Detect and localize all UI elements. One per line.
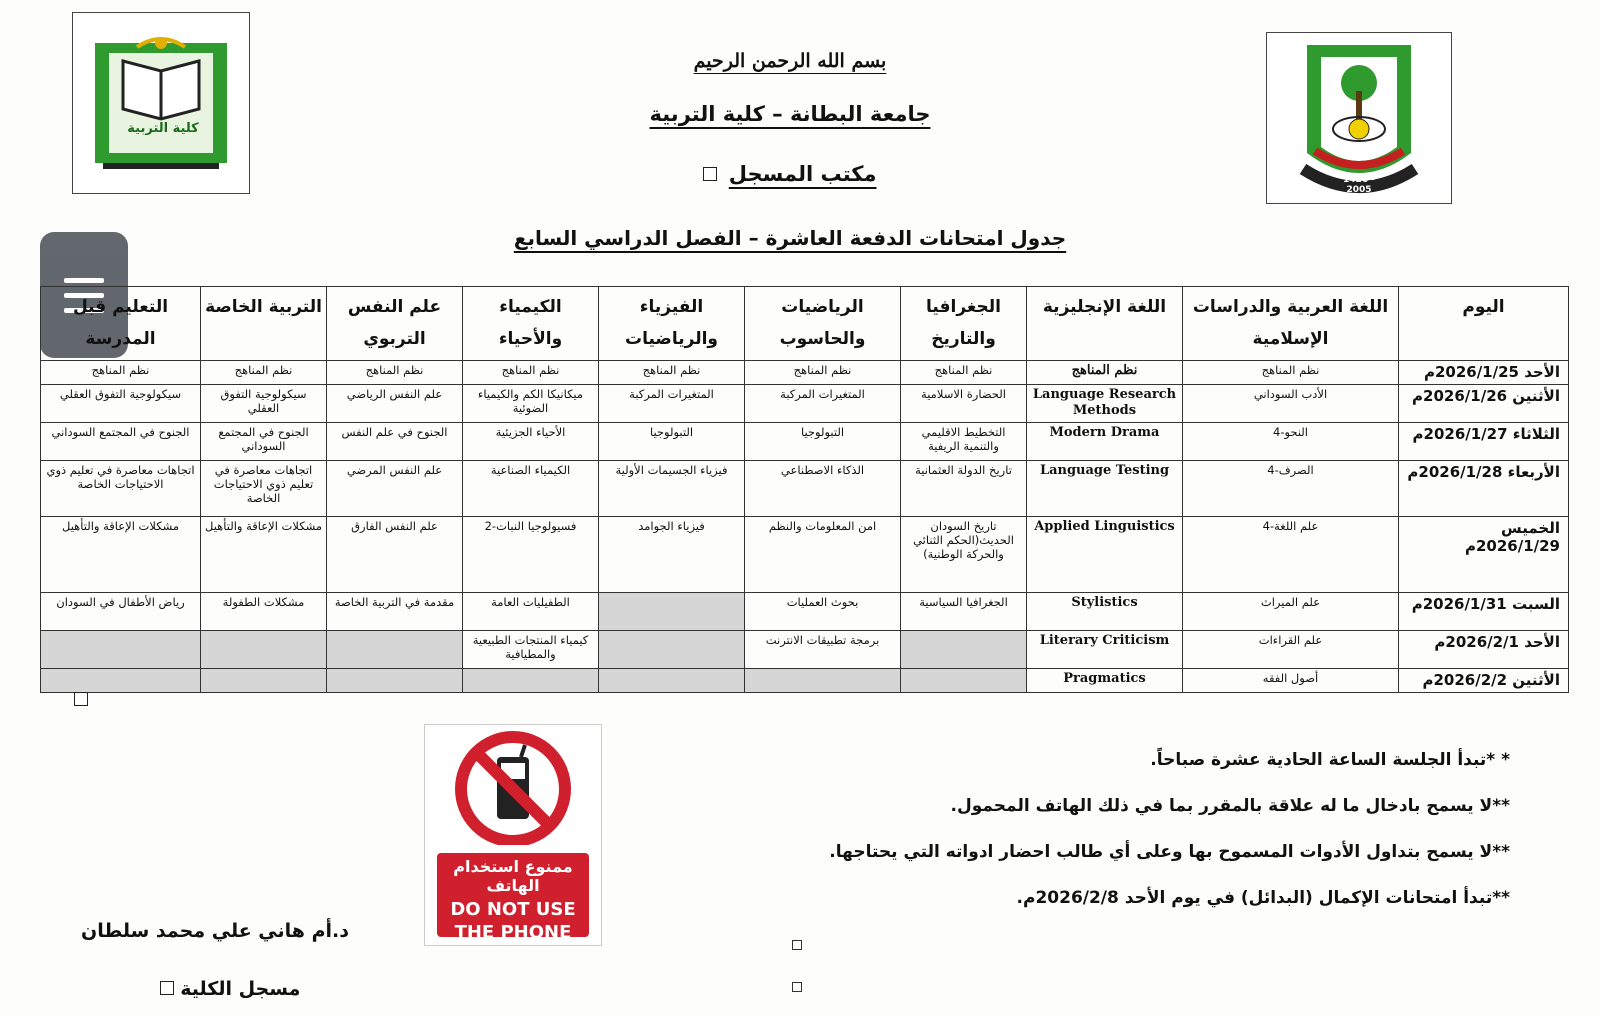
day-cell: الأثنين 2026/1/26م xyxy=(1399,384,1569,422)
exam-cell: الجنوح في المجتمع السوداني xyxy=(41,422,201,460)
basmala: بسم الله الرحمن الرحيم xyxy=(693,50,887,72)
exam-cell: الذكاء الاصطناعي xyxy=(745,460,901,516)
exam-cell: Stylistics xyxy=(1027,592,1183,630)
exam-cell xyxy=(327,630,463,668)
exam-cell: Language Research Methods xyxy=(1027,384,1183,422)
no-phone-arabic: ممنوع استخدام الهاتف xyxy=(453,857,573,895)
day-cell: الخميس 2026/1/29م xyxy=(1399,516,1569,592)
exam-cell: التبولوجيا xyxy=(745,422,901,460)
exam-cell: نظم المناهج xyxy=(327,360,463,384)
column-header: الكيمياء والأحياء xyxy=(463,287,599,361)
exam-cell: الجنوح في المجتمع السوداني xyxy=(201,422,327,460)
no-phone-line2: THE PHONE xyxy=(454,922,572,943)
day-cell: السبت 2026/1/31م xyxy=(1399,592,1569,630)
column-header: اللغة الإنجليزية xyxy=(1027,287,1183,361)
table-row xyxy=(41,360,1569,384)
registrar-office xyxy=(640,162,940,186)
exam-cell: نظم المناهج xyxy=(1027,360,1183,384)
column-header: الجغرافيا والتاريخ xyxy=(901,287,1027,361)
exam-cell: مشكلات الإعاقة والتأهيل xyxy=(41,516,201,592)
exam-cell: المتغيرات المركبة xyxy=(745,384,901,422)
exam-cell: نظم المناهج xyxy=(201,360,327,384)
exam-cell: امن المعلومات والنظم xyxy=(745,516,901,592)
exam-cell: الطفيليات العامة xyxy=(463,592,599,630)
exam-cell: الكيمياء الصناعية xyxy=(463,460,599,516)
day-cell: الأربعاء 2026/1/28م xyxy=(1399,460,1569,516)
exam-cell xyxy=(599,630,745,668)
exam-cell: الجنوح في علم النفس xyxy=(327,422,463,460)
exam-cell: تاريخ السودان الحديث(الحكم الثنائي والحركة الوطنية) xyxy=(901,516,1027,592)
exam-cell: Literary Criticism xyxy=(1027,630,1183,668)
exam-cell: أصول الفقه xyxy=(1183,668,1399,692)
exam-cell: المتغيرات المركبة xyxy=(599,384,745,422)
column-header: التعليم قبل المدرسة xyxy=(41,287,201,361)
faculty-logo xyxy=(72,12,250,194)
exam-cell xyxy=(201,668,327,692)
exam-cell: علم اللغة-4 xyxy=(1183,516,1399,592)
exam-cell xyxy=(901,630,1027,668)
exam-cell: اتجاهات معاصرة في تعليم ذوي الاحتياجات الخاصة xyxy=(201,460,327,516)
exam-cell: التخطيط الاقليمي والتنمية الريفية xyxy=(901,422,1027,460)
day-cell: الثلاثاء 2026/1/27م xyxy=(1399,422,1569,460)
checkbox-icon xyxy=(160,981,174,995)
no-phone-sign xyxy=(424,724,602,946)
exam-cell: نظم المناهج xyxy=(41,360,201,384)
exam-cell: تاريخ الدولة العثمانية xyxy=(901,460,1027,516)
exam-cell: Pragmatics xyxy=(1027,668,1183,692)
signature-name: د.أم هاني علي محمد سلطان xyxy=(81,920,349,942)
exam-cell xyxy=(41,668,201,692)
exam-cell: علم الميراث xyxy=(1183,592,1399,630)
signature-title: مسجل الكلية xyxy=(180,978,301,1000)
table-row xyxy=(41,516,1569,592)
registrar-office-label: مكتب المسجل xyxy=(728,162,877,186)
exam-cell xyxy=(201,630,327,668)
exam-cell: علم النفس المرضي xyxy=(327,460,463,516)
note-no-sharing: **لا يسمح بتداول الأدوات المسموح بها وعلى أي طالب احضار ادواته التي يحتاجها. xyxy=(829,842,1510,862)
exam-cell: سيكولوجية التفوق العقلي xyxy=(41,384,201,422)
exam-cell: اتجاهات معاصرة في تعليم ذوي الاحتياجات الخاصة xyxy=(41,460,201,516)
exam-cell: علم النفس الفارق xyxy=(327,516,463,592)
exam-cell: كيمياء المنتجات الطبيعية والمطيافية xyxy=(463,630,599,668)
exam-cell: فيزياء الجسيمات الأولية xyxy=(599,460,745,516)
exam-cell: فسيولوجيا النبات-2 xyxy=(463,516,599,592)
exam-cell xyxy=(463,668,599,692)
column-header: الرياضيات والحاسوب xyxy=(745,287,901,361)
exam-cell: علم القراءات xyxy=(1183,630,1399,668)
table-row xyxy=(41,384,1569,422)
exam-cell: الأحياء الجزيئية xyxy=(463,422,599,460)
checkbox-icon xyxy=(74,692,88,706)
exam-cell: رياض الأطفال في السودان xyxy=(41,592,201,630)
exam-schedule-table xyxy=(40,286,1569,693)
no-phone-line1: DO NOT USE xyxy=(450,899,576,920)
signature-title-wrap xyxy=(150,978,310,1000)
column-header: علم النفس التربوي xyxy=(327,287,463,361)
column-header: التربية الخاصة xyxy=(201,287,327,361)
exam-cell: الحضارة الاسلامية xyxy=(901,384,1027,422)
exam-cell: الصرف-4 xyxy=(1183,460,1399,516)
column-header: الفيزياء والرياضيات xyxy=(599,287,745,361)
exam-cell: علم النفس الرياضي xyxy=(327,384,463,422)
university-logo xyxy=(1266,32,1452,204)
faculty-logo-text: كلية التربية xyxy=(127,121,199,136)
exam-cell: Applied Linguistics xyxy=(1027,516,1183,592)
exam-cell: مشكلات الطفولة xyxy=(201,592,327,630)
university-name: جامعة البطانة – كلية التربية xyxy=(649,102,931,126)
exam-cell: مشكلات الإعاقة والتأهيل xyxy=(201,516,327,592)
day-cell: الأحد 2026/1/25م xyxy=(1399,360,1569,384)
exam-cell xyxy=(901,668,1027,692)
exam-cell xyxy=(745,668,901,692)
hamburger-bar-icon xyxy=(64,278,104,283)
table-row xyxy=(41,460,1569,516)
exam-cell: ميكانيكا الكم والكيمياء الضوئية xyxy=(463,384,599,422)
table-title: جدول امتحانات الدفعة العاشرة – الفصل الدراسي السابع xyxy=(513,226,1067,250)
exam-cell: Modern Drama xyxy=(1027,422,1183,460)
table-row xyxy=(41,668,1569,692)
no-phone-sign-panel xyxy=(437,853,589,943)
exam-cell: نظم المناهج xyxy=(745,360,901,384)
exam-cell xyxy=(599,668,745,692)
note-supplementary: **تبدأ امتحانات الإكمال (البدائل) في يوم الأحد 2026/2/8م. xyxy=(1016,888,1510,908)
day-cell: الأحد 2026/2/1م xyxy=(1399,630,1569,668)
exam-cell xyxy=(327,668,463,692)
exam-cell: فيزياء الجوامد xyxy=(599,516,745,592)
table-row xyxy=(41,422,1569,460)
exam-cell: الجغرافيا السياسية xyxy=(901,592,1027,630)
exam-cell: الأدب السوداني xyxy=(1183,384,1399,422)
university-logo-year: 1426 - 2005 xyxy=(1343,175,1375,195)
exam-cell: سيكولوجية التفوق العقلي xyxy=(201,384,327,422)
exam-cell: التبولوجيا xyxy=(599,422,745,460)
exam-cell: نظم المناهج xyxy=(901,360,1027,384)
exam-cell: بحوث العمليات xyxy=(745,592,901,630)
table-row xyxy=(41,630,1569,668)
column-header: اليوم xyxy=(1399,287,1569,361)
table-row xyxy=(41,592,1569,630)
exam-cell: برمجة تطبيقات الانترنت xyxy=(745,630,901,668)
exam-cell: نظم المناهج xyxy=(599,360,745,384)
exam-cell: النحو-4 xyxy=(1183,422,1399,460)
checkbox-icon xyxy=(703,167,717,181)
note-no-materials: **لا يسمح بادخال ما له علاقة بالمقرر بما في ذلك الهاتف المحمول. xyxy=(950,796,1510,816)
checkbox-icon xyxy=(792,940,802,950)
exam-cell: نظم المناهج xyxy=(1183,360,1399,384)
note-session-time: * *تبدأ الجلسة الساعة الحادية عشرة صباحاً. xyxy=(1150,750,1510,770)
exam-cell: Language Testing xyxy=(1027,460,1183,516)
exam-cell xyxy=(599,592,745,630)
exam-cell: نظم المناهج xyxy=(463,360,599,384)
exam-cell: مقدمة في التربية الخاصة xyxy=(327,592,463,630)
day-cell: الأثنين 2026/2/2م xyxy=(1399,668,1569,692)
table-header-row xyxy=(41,287,1569,361)
checkbox-icon xyxy=(792,982,802,992)
column-header: اللغة العربية والدراسات الإسلامية xyxy=(1183,287,1399,361)
exam-cell xyxy=(41,630,201,668)
